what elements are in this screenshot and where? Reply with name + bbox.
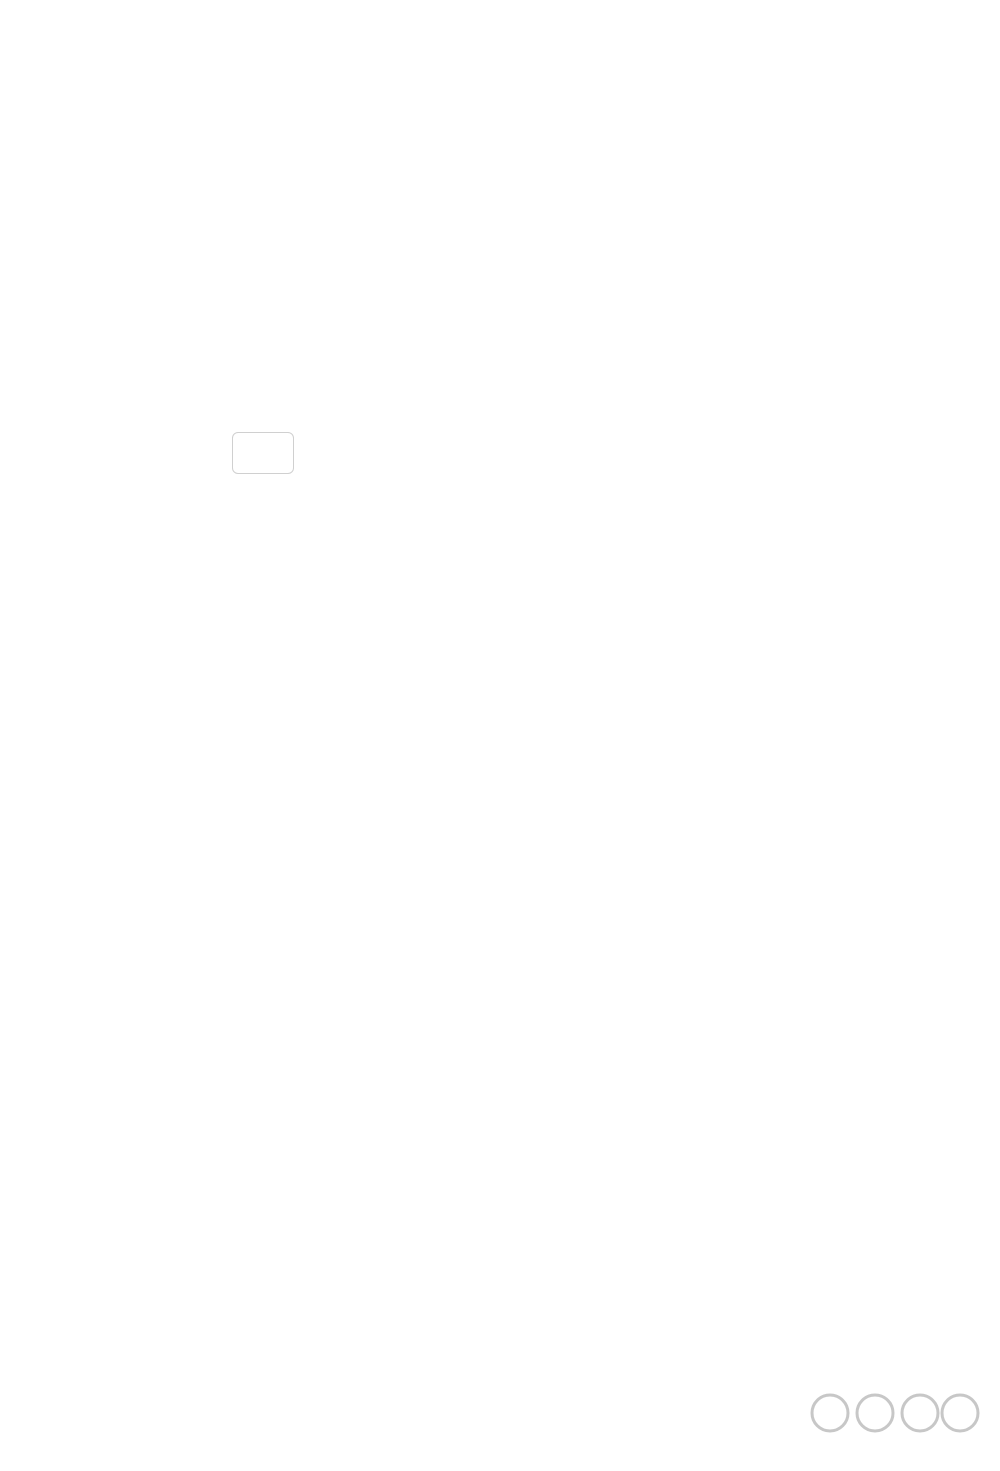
- left-column: [93, 78, 533, 88]
- right-column: [537, 78, 977, 84]
- site-logo: [800, 1385, 985, 1465]
- stamp: [232, 432, 294, 474]
